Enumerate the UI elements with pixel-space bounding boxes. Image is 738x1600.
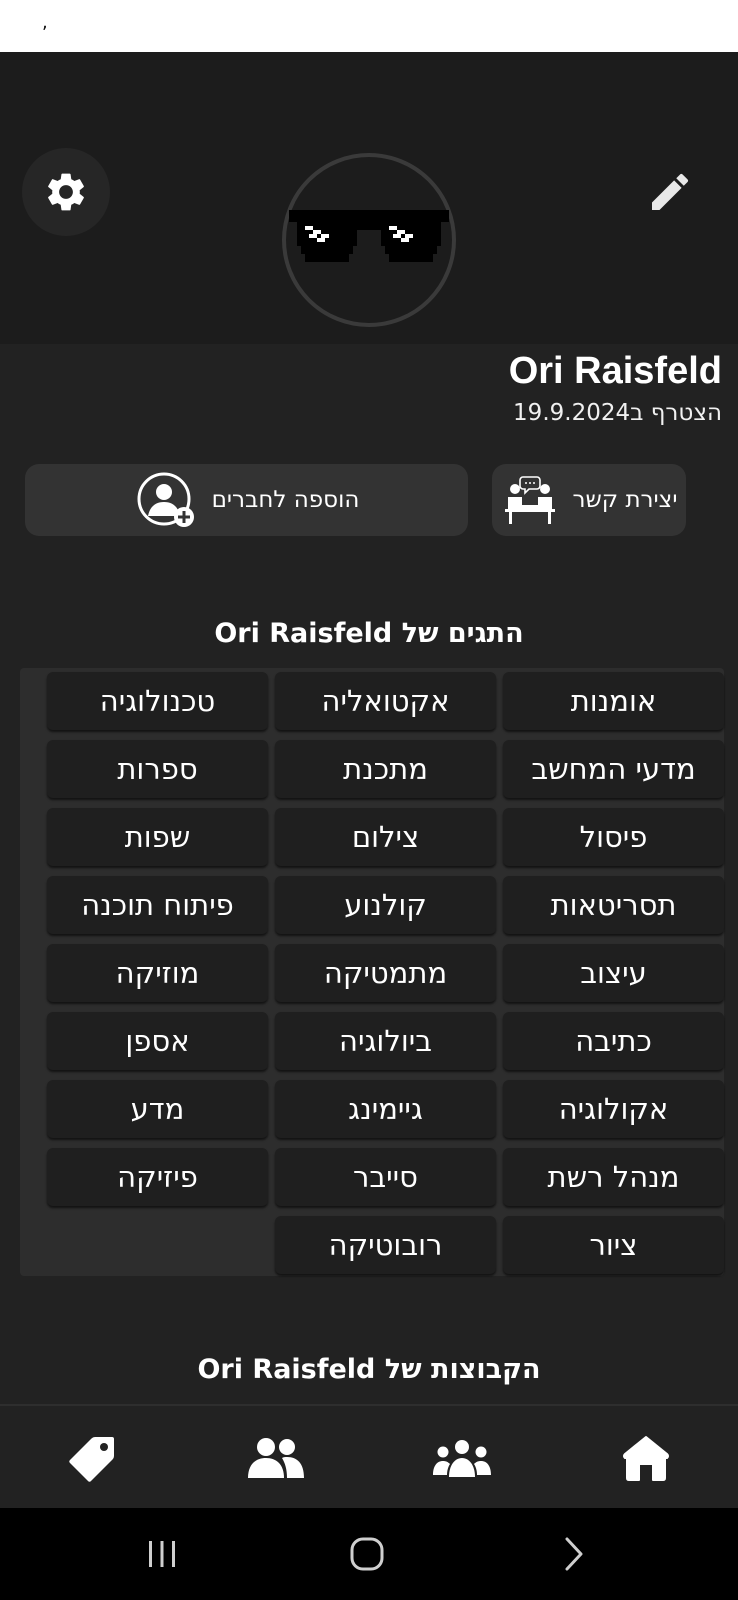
tag-item[interactable]: תסריטאות: [503, 876, 724, 934]
status-bar: [0, 0, 738, 52]
tags-grid: [40, 668, 724, 1276]
bottom-navigation: [0, 1404, 738, 1508]
tag-item[interactable]: ספרות: [47, 740, 268, 798]
friends-icon: [246, 1436, 306, 1480]
status-mark: ,: [42, 12, 48, 33]
tag-item[interactable]: פיתוח תוכנה: [47, 876, 268, 934]
tag-item[interactable]: אקטואליה: [275, 672, 496, 730]
tag-item[interactable]: שפות: [47, 808, 268, 866]
contact-button[interactable]: [492, 464, 686, 536]
groups-section-title: הקבוצות של Ori Raisfeld: [197, 1354, 541, 1385]
tags-panel: [20, 668, 724, 1276]
tag-item[interactable]: מתכנת: [275, 740, 496, 798]
home-circle-icon: [349, 1537, 385, 1571]
nav-home[interactable]: [616, 1428, 676, 1488]
add-friend-button-label: הוספה לחברים: [211, 487, 360, 513]
back-button[interactable]: [552, 1534, 596, 1574]
settings-button[interactable]: [22, 148, 110, 236]
tag-item[interactable]: עיצוב: [503, 944, 724, 1002]
pencil-icon: [646, 168, 694, 216]
tag-item[interactable]: מוזיקה: [47, 944, 268, 1002]
profile-name: Ori Raisfeld: [508, 350, 722, 392]
add-user-icon: [134, 471, 198, 529]
tag-item[interactable]: פיסול: [503, 808, 724, 866]
gear-icon: [43, 169, 89, 215]
avatar[interactable]: [282, 153, 456, 327]
tag-icon: [67, 1433, 117, 1483]
tag-item[interactable]: מנהל רשת: [503, 1148, 724, 1206]
tag-item[interactable]: אספן: [47, 1012, 268, 1070]
tag-item[interactable]: פיזיקה: [47, 1148, 268, 1206]
chevron-right-icon: [562, 1536, 586, 1572]
tag-item[interactable]: מתמטיקה: [275, 944, 496, 1002]
add-friend-button[interactable]: [25, 464, 468, 536]
tag-item[interactable]: אקולוגיה: [503, 1080, 724, 1138]
tag-item[interactable]: מדע: [47, 1080, 268, 1138]
profile-header: [0, 52, 738, 344]
tag-item[interactable]: סייבר: [275, 1148, 496, 1206]
tags-section-title: התגים של Ori Raisfeld: [214, 618, 524, 649]
edit-profile-button[interactable]: [640, 162, 700, 222]
tag-item[interactable]: צילום: [275, 808, 496, 866]
home-system-button[interactable]: [345, 1534, 389, 1574]
tag-item[interactable]: קולנוע: [275, 876, 496, 934]
nav-groups[interactable]: [432, 1428, 492, 1488]
nav-friends[interactable]: [246, 1428, 306, 1488]
contact-button-label: יצירת קשר: [572, 487, 678, 513]
joined-date: הצטרף ב19.9.2024: [513, 400, 722, 426]
tag-item[interactable]: רובוטיקה: [275, 1216, 496, 1274]
recent-apps-button[interactable]: [140, 1534, 184, 1574]
pixel-sunglasses-icon: [289, 210, 449, 270]
home-icon: [621, 1434, 671, 1482]
tag-item[interactable]: ציור: [503, 1216, 724, 1274]
recent-apps-icon: [145, 1539, 179, 1569]
meeting-icon: [501, 475, 559, 525]
tag-item[interactable]: ביולוגיה: [275, 1012, 496, 1070]
nav-tags[interactable]: [62, 1428, 122, 1488]
system-navigation-bar: [0, 1508, 738, 1600]
groups-icon: [432, 1437, 492, 1479]
tag-item[interactable]: גיימינג: [275, 1080, 496, 1138]
tag-item[interactable]: טכנולוגיה: [47, 672, 268, 730]
tag-item[interactable]: מדעי המחשב: [503, 740, 724, 798]
tag-item[interactable]: אומנות: [503, 672, 724, 730]
tag-item[interactable]: כתיבה: [503, 1012, 724, 1070]
